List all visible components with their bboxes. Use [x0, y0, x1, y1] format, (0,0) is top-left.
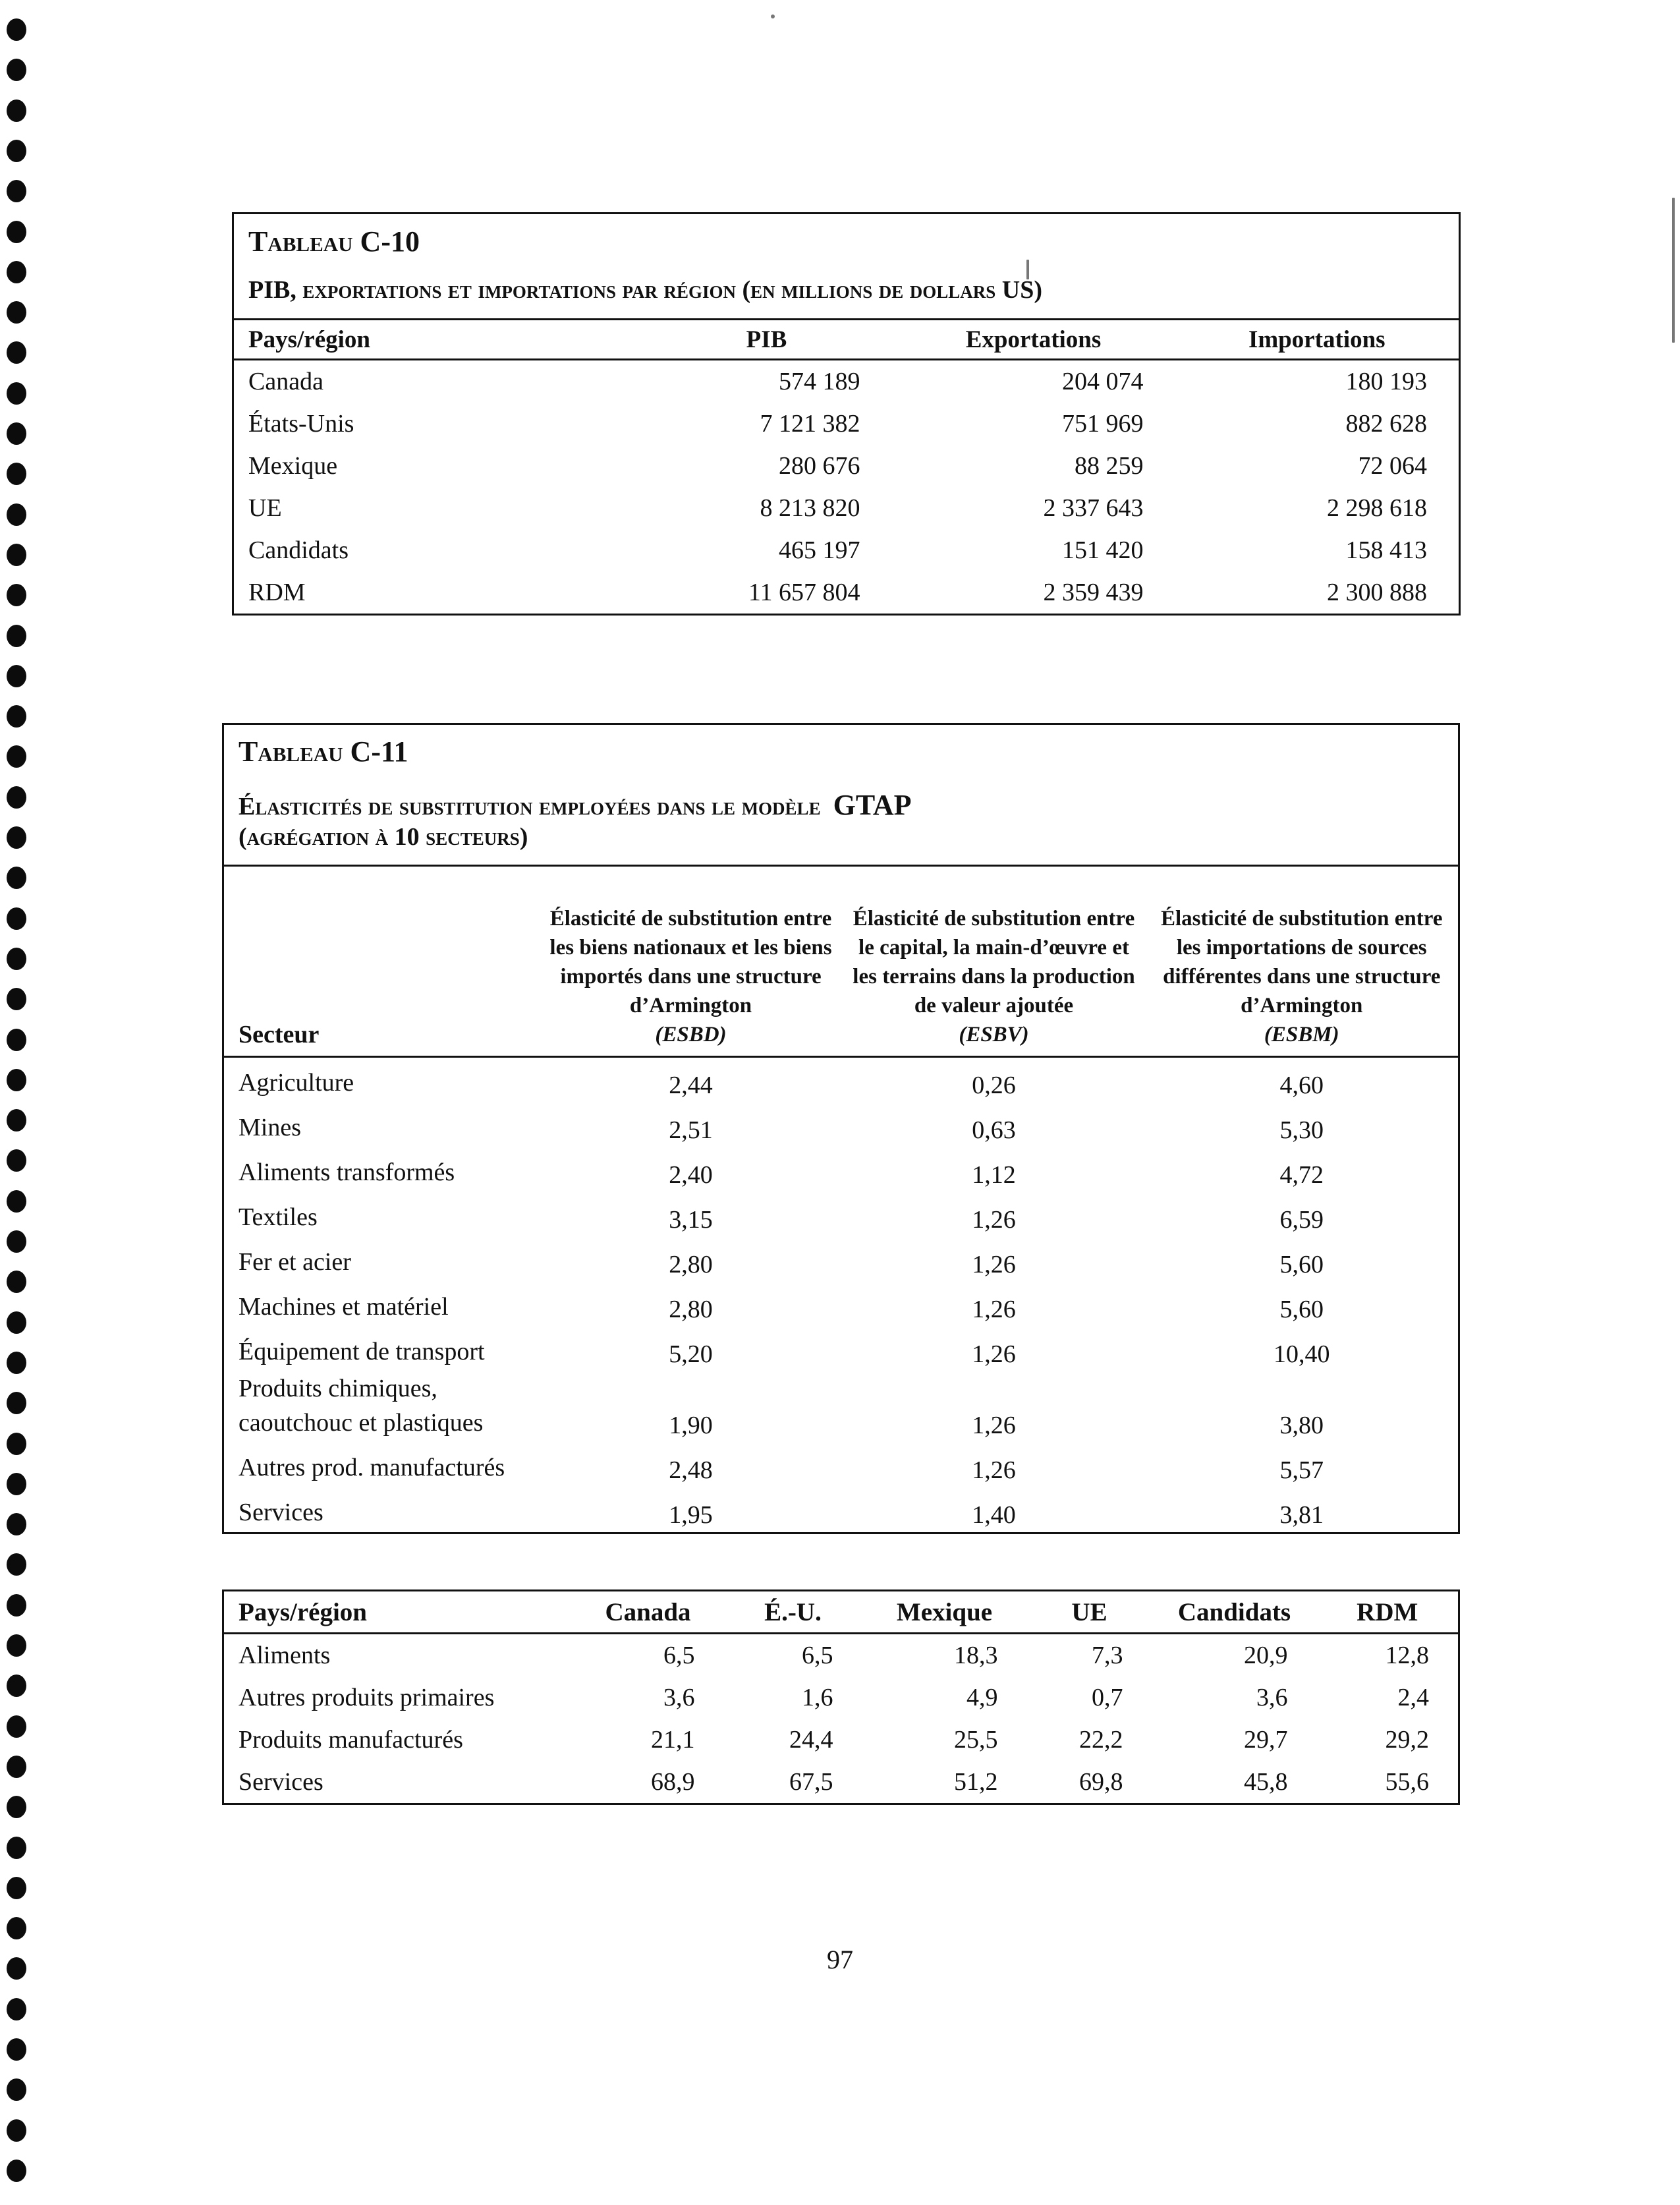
table-row: [233, 403, 1460, 445]
table-cell: 1,6: [802, 1684, 833, 1711]
binding-hole: [7, 907, 26, 930]
binding-hole: [7, 786, 26, 809]
column-header: UE: [1027, 1591, 1152, 1634]
row-label: Aliments: [238, 1642, 331, 1669]
header-abbr: (ESBD): [655, 1023, 727, 1046]
table-row: [223, 1487, 1459, 1533]
table-cell: 18,3: [954, 1642, 998, 1669]
column-header: RDM: [1317, 1591, 1459, 1634]
binding-hole: [7, 1553, 26, 1576]
table-row: [223, 1237, 1459, 1282]
binding-hole: [7, 1433, 26, 1455]
table-cell: 24,4: [789, 1726, 833, 1754]
column-header: Pays/région: [223, 1591, 573, 1634]
header-text: Élasticité de substitution entre les biens nationaux et les biens importés dans une structure d’Armington: [549, 907, 832, 1017]
column-header-esbd: [540, 866, 843, 1057]
table-c11: [222, 723, 1460, 1534]
binding-hole: [7, 1594, 26, 1617]
table-cell: 2 298 618: [1327, 494, 1428, 522]
binding-hole: [7, 1271, 26, 1293]
binding-hole: [7, 382, 26, 405]
binding-hole: [7, 1190, 26, 1213]
table-cell: 151 420: [1062, 536, 1144, 564]
binding-hole: [7, 988, 26, 1010]
table-cell: 751 969: [1062, 410, 1144, 438]
table-cell: 29,7: [1244, 1726, 1288, 1754]
table-cell: 12,8: [1385, 1642, 1429, 1669]
row-label: Produits chimiques, caoutchouc et plastiques: [238, 1375, 484, 1437]
row-label: Autres produits primaires: [238, 1684, 495, 1711]
binding-hole: [7, 261, 26, 283]
table-row: [233, 571, 1460, 615]
row-label: Candidats: [248, 536, 349, 564]
table-cell: 5,20: [669, 1340, 713, 1368]
binding-hole: [7, 1877, 26, 1899]
table-cell: 1,90: [669, 1412, 713, 1439]
table-row: [233, 529, 1460, 571]
binding-hole: [7, 180, 26, 202]
table-code: Tableau C-11: [238, 735, 408, 768]
header-abbr: (ESBM): [1264, 1023, 1339, 1046]
table-body: [223, 1634, 1459, 1804]
binding-hole: [7, 826, 26, 849]
binding-holes: [4, 0, 26, 2205]
table-cell: 21,1: [651, 1726, 695, 1754]
table-cell: 3,6: [1256, 1684, 1288, 1711]
table-cell: 6,5: [802, 1642, 833, 1669]
row-label: Autres prod. manufacturés: [238, 1454, 505, 1481]
table-row: [223, 1761, 1459, 1804]
binding-hole: [7, 625, 26, 647]
table-cell: 55,6: [1385, 1768, 1429, 1796]
table-cell: 2,40: [669, 1161, 713, 1189]
table-title: [238, 790, 1443, 822]
table-row: [223, 1282, 1459, 1327]
row-label: Mexique: [248, 452, 338, 480]
table-cell: 465 197: [779, 536, 860, 564]
table-row: [233, 487, 1460, 529]
table-cell: 25,5: [954, 1726, 998, 1754]
binding-hole: [7, 1149, 26, 1172]
table-cell: 7 121 382: [760, 410, 860, 438]
column-header: Secteur: [223, 866, 540, 1057]
table-cell: 574 189: [779, 368, 860, 395]
binding-hole: [7, 59, 26, 81]
binding-hole: [7, 745, 26, 768]
column-header: Candidats: [1152, 1591, 1317, 1634]
table-title-line2: (agrégation à 10 secteurs): [238, 823, 528, 851]
table-cell: 0,7: [1092, 1684, 1123, 1711]
column-header-esbm: [1146, 866, 1459, 1057]
table-header-row: [223, 1591, 1459, 1634]
table-c10: [232, 212, 1461, 616]
binding-hole: [7, 1109, 26, 1131]
table-cell: 1,26: [972, 1251, 1016, 1278]
column-header: PIB: [642, 320, 892, 360]
row-label: Aliments transformés: [238, 1159, 455, 1186]
table-cell: 51,2: [954, 1768, 998, 1796]
table-body: [233, 360, 1460, 615]
binding-hole: [7, 1837, 26, 1859]
table-row: [223, 1719, 1459, 1761]
column-header: Importations: [1175, 320, 1460, 360]
table-cell: 68,9: [651, 1768, 695, 1796]
table-cell: 10,40: [1274, 1340, 1330, 1368]
table-cell: 1,26: [972, 1296, 1016, 1323]
row-label: Fer et acier: [238, 1248, 351, 1276]
binding-hole: [7, 1998, 26, 2020]
table-cell: 29,2: [1385, 1726, 1429, 1754]
row-label: RDM: [248, 579, 306, 606]
table-cell: 2,80: [669, 1296, 713, 1323]
binding-hole: [7, 2119, 26, 2142]
table-cell: 88 259: [1075, 452, 1144, 480]
binding-hole: [7, 503, 26, 526]
table-cell: 2,44: [669, 1072, 713, 1099]
table-caption: [233, 214, 1460, 320]
binding-hole: [7, 463, 26, 485]
table-row: [223, 1371, 1459, 1443]
binding-hole: [7, 341, 26, 364]
table-code: Tableau C-10: [248, 225, 420, 258]
table-header-row: [223, 866, 1459, 1057]
header-abbr: (ESBV): [959, 1023, 1029, 1046]
binding-hole: [7, 2160, 26, 2182]
table-row: [233, 360, 1460, 403]
table-caption: [223, 724, 1459, 866]
table-cell: 3,15: [669, 1206, 713, 1234]
table-cell: 2,80: [669, 1251, 713, 1278]
row-label: Services: [238, 1499, 323, 1526]
table-cell: 6,5: [663, 1642, 695, 1669]
table-cell: 280 676: [779, 452, 860, 480]
table-cell: 5,30: [1279, 1116, 1324, 1144]
table-cell: 4,72: [1279, 1161, 1324, 1189]
binding-hole: [7, 1796, 26, 1818]
binding-hole: [7, 1473, 26, 1495]
table-cell: 69,8: [1079, 1768, 1123, 1796]
table-cell: 2,48: [669, 1456, 713, 1484]
table-cell: 20,9: [1244, 1642, 1288, 1669]
table-cell: 1,26: [972, 1340, 1016, 1368]
column-header: Exportations: [892, 320, 1175, 360]
table-cell: 67,5: [789, 1768, 833, 1796]
binding-hole: [7, 1513, 26, 1535]
column-header: É.-U.: [724, 1591, 862, 1634]
binding-hole: [7, 140, 26, 162]
scan-speck: [771, 14, 775, 18]
binding-hole: [7, 18, 26, 41]
table-cell: 4,9: [966, 1684, 998, 1711]
table-row: [223, 1102, 1459, 1147]
binding-hole: [7, 1392, 26, 1414]
binding-hole: [7, 705, 26, 728]
binding-hole: [7, 1311, 26, 1334]
scan-speck: [1672, 198, 1675, 343]
binding-hole: [7, 301, 26, 324]
binding-hole: [7, 948, 26, 970]
table-cell: 1,26: [972, 1206, 1016, 1234]
row-label: États-Unis: [248, 410, 354, 438]
table-cell: 6,59: [1279, 1206, 1324, 1234]
row-label: Canada: [248, 368, 323, 395]
table-row: [223, 1192, 1459, 1237]
column-header: Pays/région: [233, 320, 642, 360]
table-cell: 0,26: [972, 1072, 1016, 1099]
binding-hole: [7, 1029, 26, 1051]
column-header: Canada: [573, 1591, 724, 1634]
table-cell: 2,4: [1397, 1684, 1429, 1711]
table-cell: 5,60: [1279, 1251, 1324, 1278]
table-cell: 1,12: [972, 1161, 1016, 1189]
model-name: GTAP: [833, 789, 912, 821]
row-label: Équipement de transport: [238, 1338, 485, 1365]
table-cell: 2 300 888: [1327, 579, 1428, 606]
binding-hole: [7, 867, 26, 889]
binding-hole: [7, 1352, 26, 1374]
table-cell: 0,63: [972, 1116, 1016, 1144]
binding-hole: [7, 1756, 26, 1778]
table-cell: 4,60: [1279, 1072, 1324, 1099]
table-title: PIB, exportations et importations par région (en millions de dollars US): [248, 276, 1042, 304]
row-label: Produits manufacturés: [238, 1726, 463, 1754]
table-cell: 204 074: [1062, 368, 1144, 395]
table-cell: 22,2: [1079, 1726, 1123, 1754]
table-regional-shares: [222, 1589, 1460, 1805]
table-cell: 3,80: [1279, 1412, 1324, 1439]
table-cell: 882 628: [1345, 410, 1428, 438]
table-cell: 8 213 820: [760, 494, 860, 522]
table-cell: 2 337 643: [1043, 494, 1144, 522]
binding-hole: [7, 1917, 26, 1939]
row-label: Textiles: [238, 1203, 318, 1231]
table-row: [223, 1676, 1459, 1719]
table-cell: 3,81: [1279, 1501, 1324, 1529]
row-label: Services: [238, 1768, 323, 1796]
table-cell: 5,57: [1279, 1456, 1324, 1484]
table-row: [233, 445, 1460, 487]
table-row: [223, 1147, 1459, 1192]
row-label: UE: [248, 494, 282, 522]
table-row: [223, 1634, 1459, 1677]
table-cell: 158 413: [1345, 536, 1428, 564]
table-cell: 45,8: [1244, 1768, 1288, 1796]
binding-hole: [7, 584, 26, 606]
table-cell: 1,95: [669, 1501, 713, 1529]
table-cell: 5,60: [1279, 1296, 1324, 1323]
table-cell: 7,3: [1092, 1642, 1123, 1669]
row-label: Mines: [238, 1114, 301, 1141]
table-row: [223, 1057, 1459, 1103]
table-header-row: [233, 320, 1460, 360]
table-cell: 1,26: [972, 1412, 1016, 1439]
header-text: Élasticité de substitution entre les importations de sources différentes dans une structure d’Armington: [1161, 907, 1443, 1017]
binding-hole: [7, 1675, 26, 1697]
binding-hole: [7, 1634, 26, 1657]
table-cell: 11 657 804: [748, 579, 860, 606]
table-cell: 72 064: [1358, 452, 1428, 480]
header-text: Élasticité de substitution entre le capital, la main-d’œuvre et les terrains dans la production de valeur ajoutée: [853, 907, 1135, 1017]
binding-hole: [7, 2078, 26, 2101]
page-number: 97: [827, 1945, 853, 1974]
binding-hole: [7, 1715, 26, 1738]
binding-hole: [7, 422, 26, 445]
table-title-line1: Élasticités de substitution employées dans le modèle: [238, 793, 821, 820]
table-row: [223, 1327, 1459, 1371]
binding-hole: [7, 100, 26, 122]
binding-hole: [7, 665, 26, 687]
column-header: Mexique: [862, 1591, 1027, 1634]
binding-hole: [7, 1230, 26, 1253]
row-label: Agriculture: [238, 1069, 354, 1097]
binding-hole: [7, 544, 26, 566]
column-header-esbv: [843, 866, 1146, 1057]
row-label: Machines et matériel: [238, 1293, 449, 1321]
table-cell: 2,51: [669, 1116, 713, 1144]
table-row: [223, 1443, 1459, 1487]
binding-hole: [7, 221, 26, 243]
table-cell: 1,26: [972, 1456, 1016, 1484]
table-cell: 180 193: [1345, 368, 1428, 395]
table-cell: 1,40: [972, 1501, 1016, 1529]
binding-hole: [7, 2038, 26, 2061]
table-body: [223, 1057, 1459, 1533]
table-cell: 3,6: [663, 1684, 695, 1711]
binding-hole: [7, 1069, 26, 1091]
table-cell: 2 359 439: [1043, 579, 1144, 606]
